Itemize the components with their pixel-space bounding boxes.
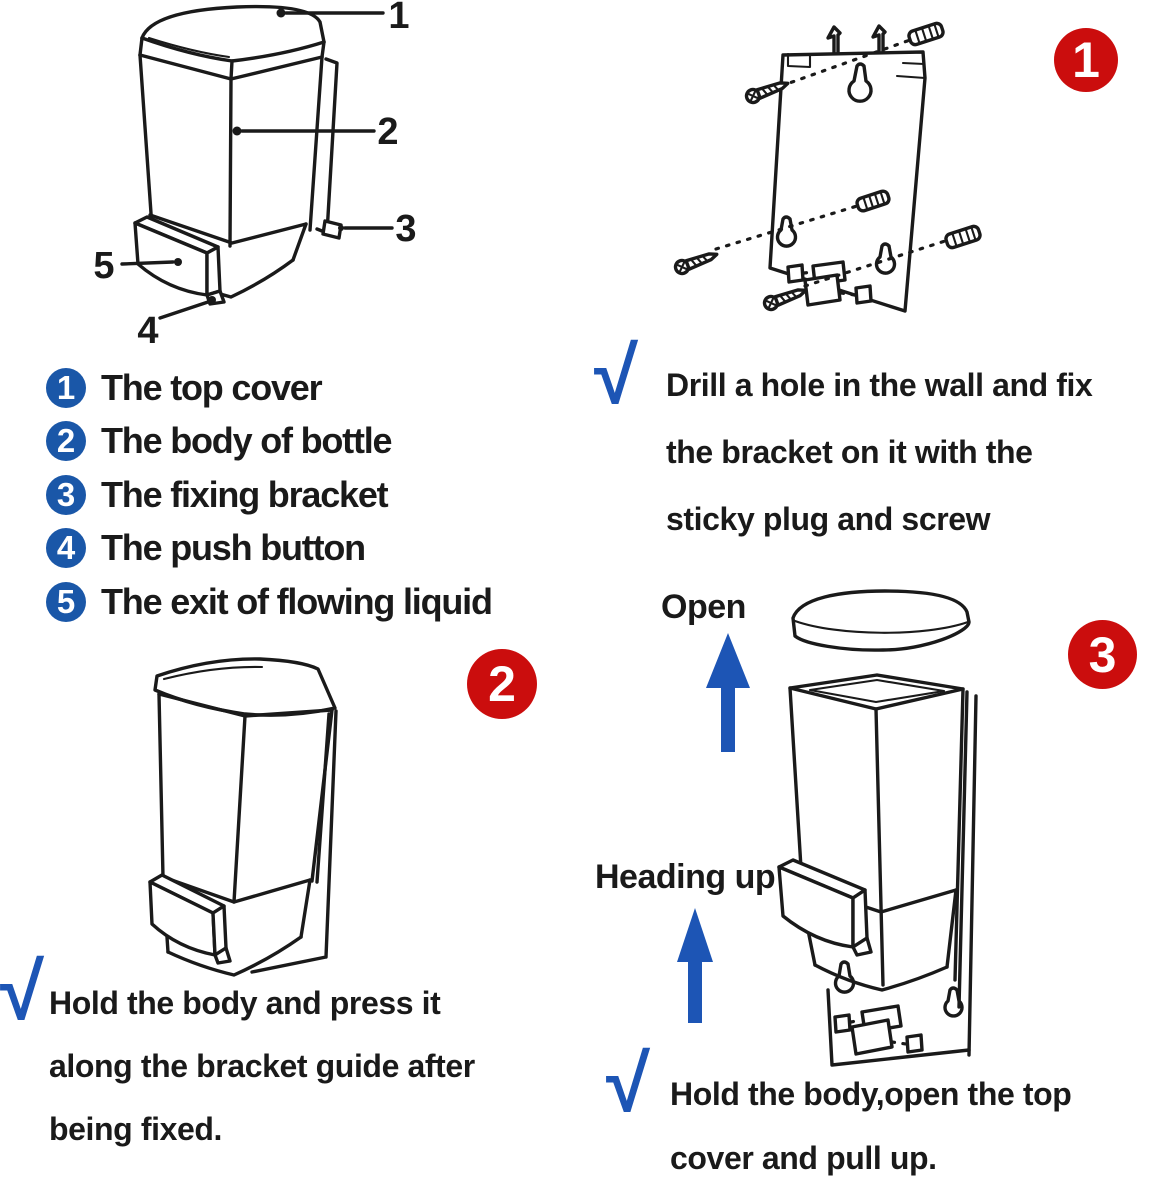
screw-icon [763,284,808,311]
top-cover-removed [793,591,969,650]
heading-up-label: Heading up [595,858,776,896]
alignment-line [716,206,857,249]
wall-plug-icon [908,22,945,46]
part-label: The exit of flowing liquid [101,580,492,622]
list-bullet-2: 2 [46,421,86,461]
push-button [779,860,871,955]
alignment-line [781,40,910,86]
wall-plug-icon [856,190,890,212]
list-item [46,522,492,576]
wall-bracket-plate [770,26,925,311]
callout-2: 2 [377,111,399,153]
keyhole-slot [778,217,796,246]
step3-line: cover and pull up. [670,1140,937,1176]
fixing-bracket-strip [252,711,336,972]
check-icon: √ [594,331,638,420]
step-badge-1: 1 [1054,28,1118,92]
mounted-dispenser-drawing [150,659,336,975]
step3-instruction [670,1062,1071,1185]
step2-line: Hold the body and press it [49,985,441,1021]
bracket-clip [835,1006,922,1054]
keyhole-slot [849,64,871,101]
screw-icon [745,77,790,104]
screw-icon [674,248,719,275]
list-bullet-5: 5 [46,582,86,622]
push-button [150,875,230,963]
check-icon: √ [0,947,44,1036]
step-badge-2: 2 [467,649,537,719]
step2-instruction [49,972,475,1161]
step1-line: Drill a hole in the wall and fix [666,367,1093,403]
arrow-up-icon [677,908,713,1023]
open-label: Open [661,588,746,626]
wall-bracket-plate [828,962,969,1065]
step2-line: being fixed. [49,1111,222,1147]
list-item [46,415,492,469]
callout-5: 5 [93,245,115,287]
parts-list [46,361,492,629]
list-bullet-4: 4 [46,528,86,568]
dispenser-drawing [93,0,416,352]
step1-line: the bracket on it with the [666,434,1033,470]
callout-3: 3 [395,208,417,250]
step-badge-3: 3 [1068,620,1137,689]
callout-4: 4 [137,310,159,352]
hook-tab [828,27,840,53]
step3-line: Hold the body,open the top [670,1076,1072,1112]
list-bullet-1: 1 [46,368,86,408]
callout-1: 1 [388,0,410,37]
arrow-up-icon [706,633,750,752]
check-icon: √ [606,1039,650,1128]
list-bullet-3: 3 [46,475,86,515]
list-item [46,575,492,629]
list-item [46,361,492,415]
part-label: The fixing bracket [101,473,388,515]
hook-tab [873,26,885,52]
step1-instruction [666,352,1092,553]
step1-line: sticky plug and screw [666,501,991,537]
part-label: The push button [101,527,365,569]
step2-line: along the bracket guide after [49,1048,475,1084]
part-label: The top cover [101,366,322,408]
wall-plug-icon [945,225,982,249]
dispenser-parts-illustration [0,0,585,352]
top-cover [140,7,324,79]
list-item [46,468,492,522]
part-label: The body of bottle [101,420,392,462]
